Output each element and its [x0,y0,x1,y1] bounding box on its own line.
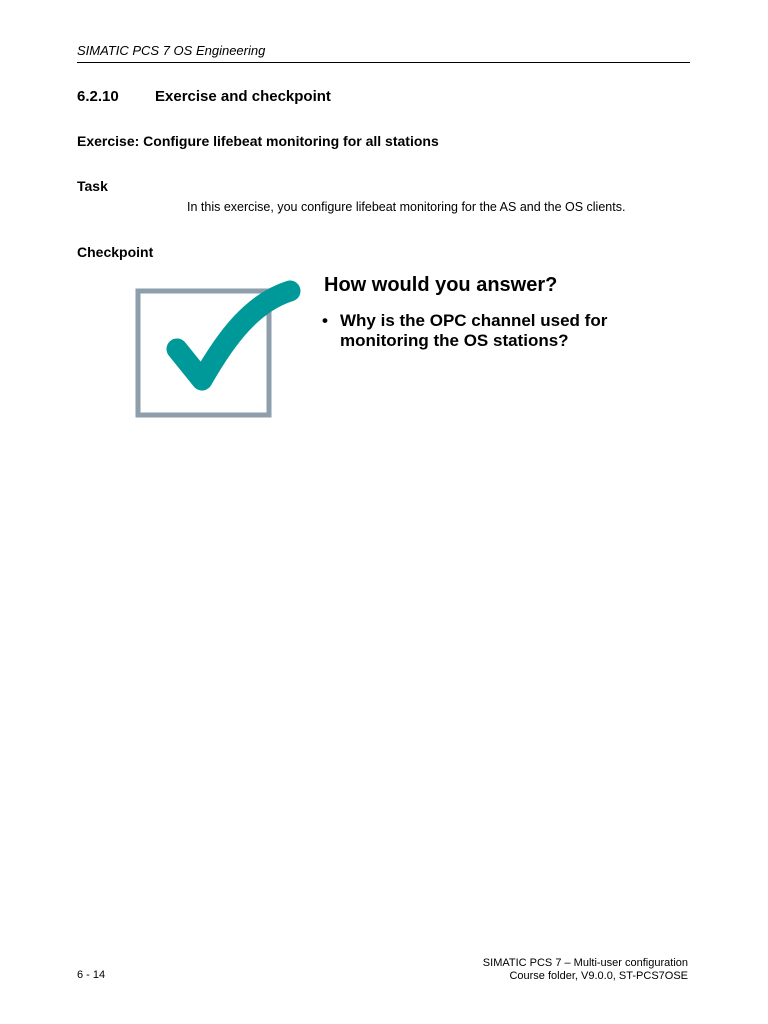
task-text: In this exercise, you configure lifebeat monitoring for the AS and the OS clients. [187,200,626,214]
question-text: Why is the OPC channel used for monitoring the OS stations? [340,311,608,350]
page-number: 6 - 14 [77,969,106,981]
section-title: Exercise and checkpoint [155,88,331,105]
question-item [322,311,652,351]
bullet-icon: • [322,311,328,330]
question-title: How would you answer? [324,274,558,296]
header-title: SIMATIC PCS 7 OS Engineering [77,43,266,58]
page-header [77,42,690,63]
checkmark-stroke [177,291,290,380]
section-number: 6.2.10 [77,88,119,105]
section-heading [77,88,331,105]
footer-line-2: Course folder, V9.0.0, ST-PCS7OSE [509,970,688,982]
checkmark-icon [134,276,304,426]
checkpoint-label: Checkpoint [77,244,154,260]
task-label: Task [77,178,108,194]
footer-line-1: SIMATIC PCS 7 – Multi-user configuration [482,957,688,969]
footer-info [483,957,688,983]
exercise-title: Exercise: Configure lifebeat monitoring for all stations [77,133,439,149]
